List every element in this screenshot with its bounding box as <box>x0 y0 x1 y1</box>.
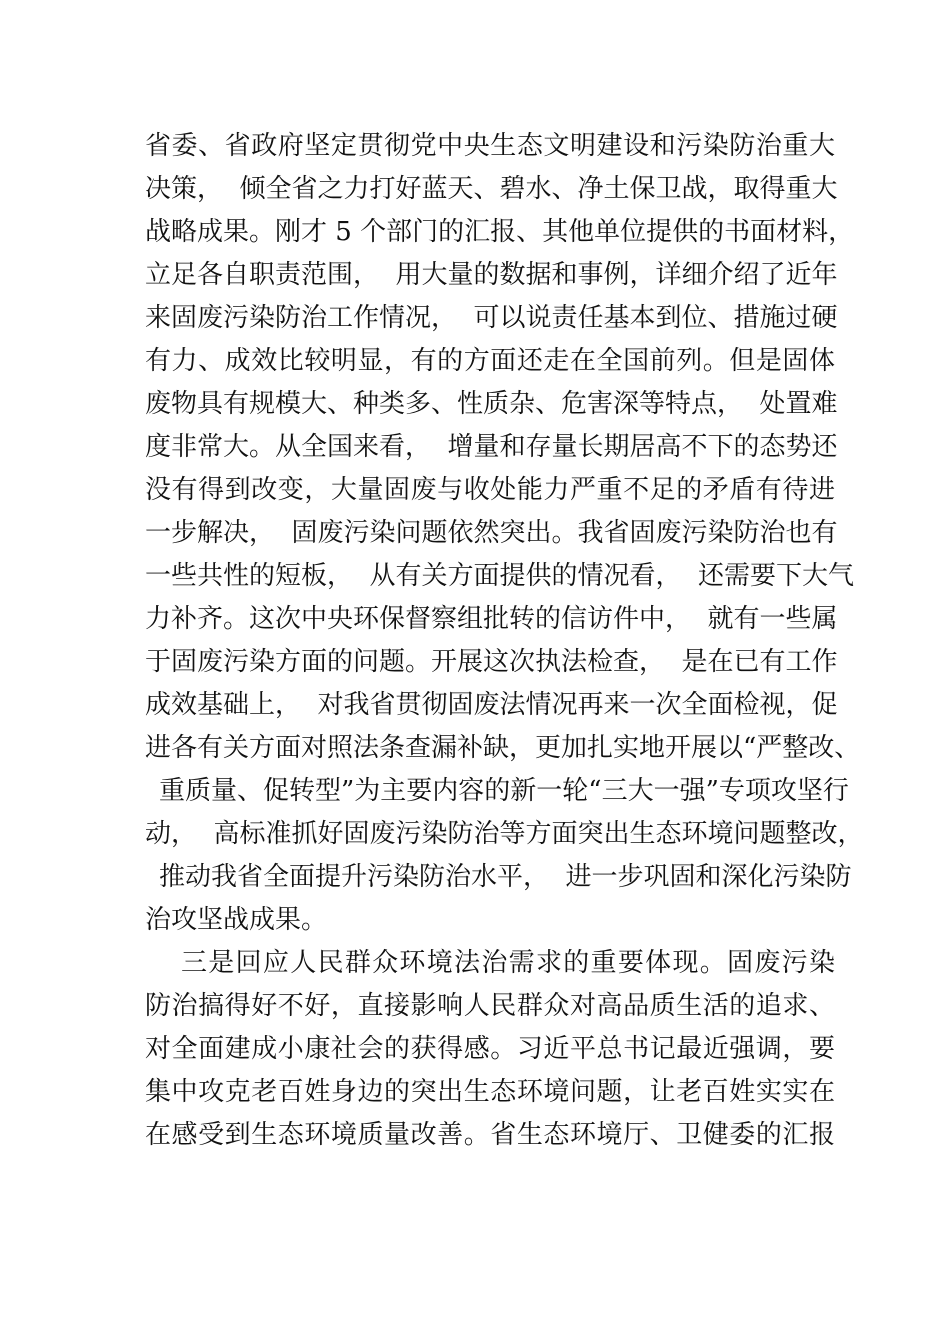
document-body <box>145 125 864 1157</box>
text-line: 战略成果。刚才 5 个部门的汇报、其他单位提供的书面材料， <box>145 217 855 247</box>
text-line: 对全面建成小康社会的获得感。习近平总书记最近强调，要 <box>145 1034 835 1064</box>
text-line: 在感受到生态环境质量改善。省生态环境厅、卫健委的汇报 <box>145 1120 835 1150</box>
text-line: 推动我省全面提升污染防治水平， 进一步巩固和深化污染防 <box>159 862 852 892</box>
text-line: 有力、成效比较明显，有的方面还走在全国前列。但是固体 <box>145 346 835 376</box>
text-line: 来固废污染防治工作情况， 可以说责任基本到位、措施过硬 <box>145 303 838 333</box>
paragraph-2 <box>145 942 835 1157</box>
text-line: 一步解决， 固废污染问题依然突出。我省固废污染防治也有 <box>145 518 838 548</box>
text-line: 治攻坚战成果。 <box>145 905 328 935</box>
text-line: 防治搞得好不好，直接影响人民群众对高品质生活的追求、 <box>145 991 835 1021</box>
paragraph-1 <box>145 125 864 942</box>
text-line: 一些共性的短板， 从有关方面提供的情况看， 还需要下大气 <box>145 561 855 591</box>
text-line: 三是回应人民群众环境法治需求的重要体现。固废污染 <box>181 948 835 978</box>
text-line: 于固废污染方面的问题。开展这次执法检查， 是在已有工作 <box>145 647 838 677</box>
text-line: 省委、省政府坚定贯彻党中央生态文明建设和污染防治重大 <box>145 131 835 161</box>
text-line: 立足各自职责范围， 用大量的数据和事例，详细介绍了近年 <box>145 260 838 290</box>
text-line: 决策， 倾全省之力打好蓝天、碧水、净土保卫战，取得重大 <box>145 174 838 204</box>
text-line: 力补齐。这次中央环保督察组批转的信访件中， 就有一些属 <box>145 604 838 634</box>
text-line: 动， 高标准抓好固废污染防治等方面突出生态环境问题整改， <box>145 819 864 849</box>
text-line: 度非常大。从全国来看， 增量和存量长期居高不下的态势还 <box>145 432 838 462</box>
text-line: 没有得到改变，大量固废与收处能力严重不足的矛盾有待进 <box>145 475 835 505</box>
text-line: 成效基础上， 对我省贯彻固废法情况再来一次全面检视，促 <box>145 690 838 720</box>
text-line: 集中攻克老百姓身边的突出生态环境问题，让老百姓实实在 <box>145 1077 835 1107</box>
text-line: 重质量、促转型”为主要内容的新一轮“三大一强”专项攻坚行 <box>159 776 849 806</box>
text-line: 进各有关方面对照法条查漏补缺，更加扎实地开展以“严整改、 <box>145 733 861 763</box>
text-line: 废物具有规模大、种类多、性质杂、危害深等特点， 处置难 <box>145 389 838 419</box>
